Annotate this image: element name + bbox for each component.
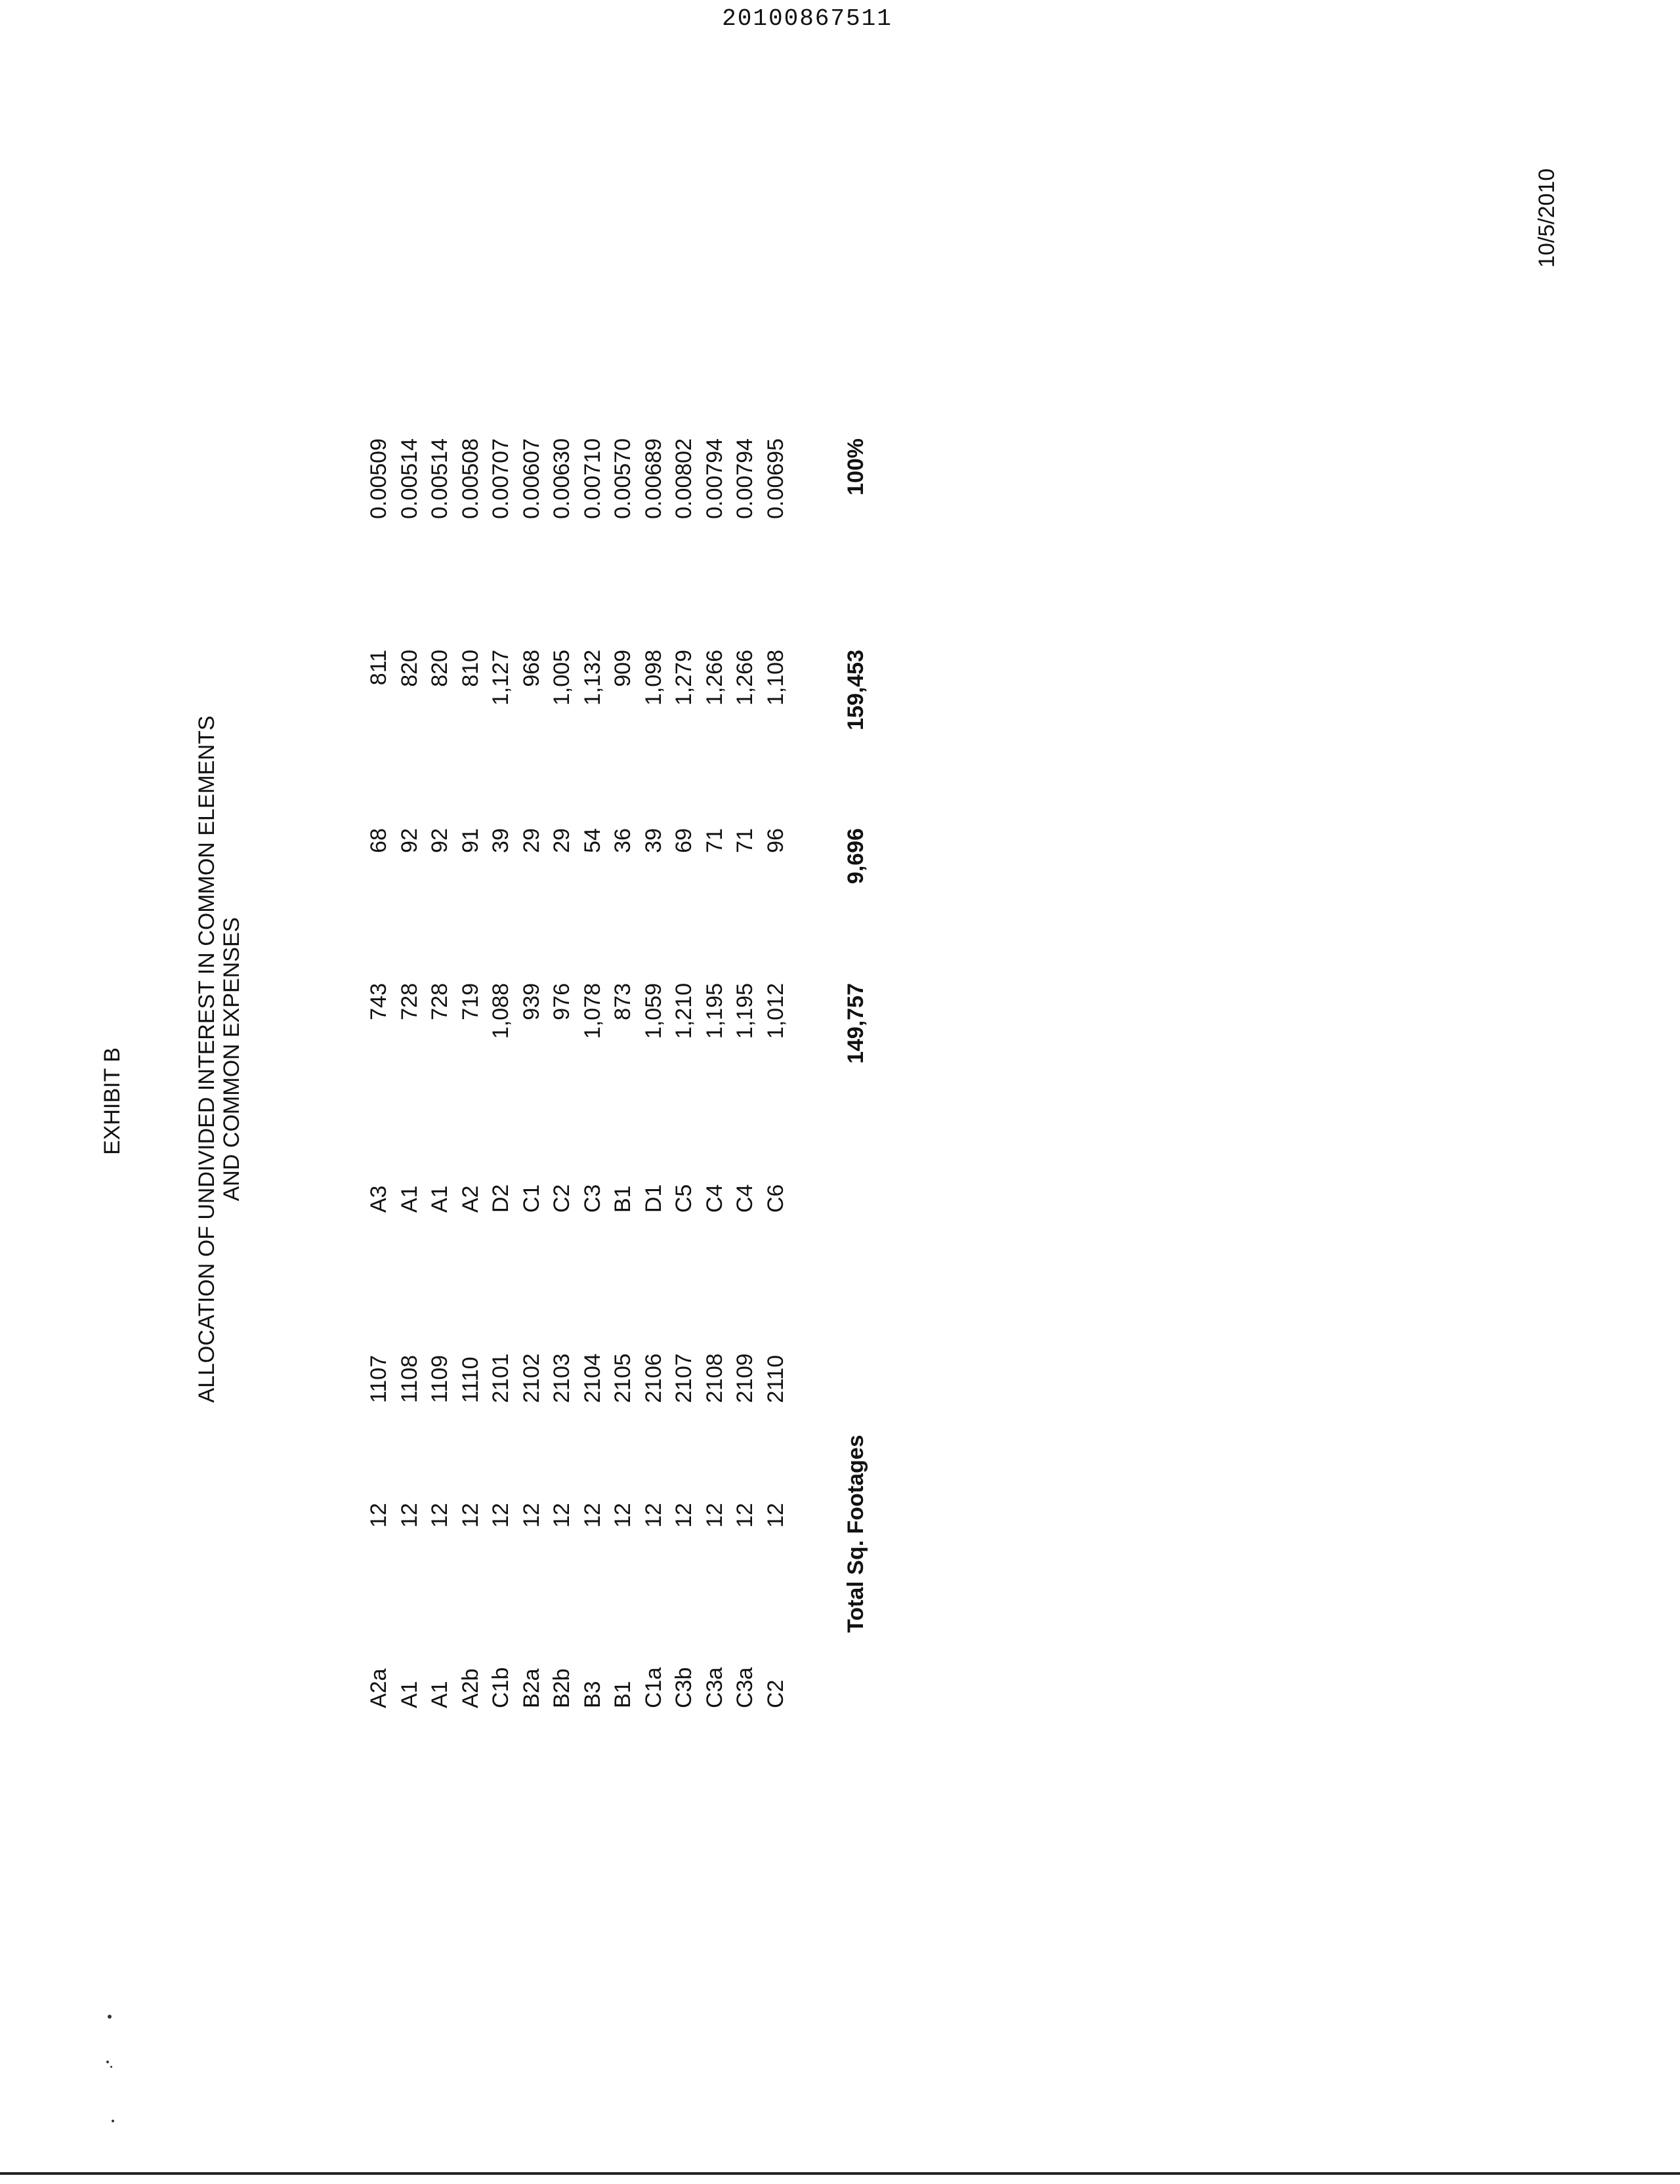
unit-type-cell: C1b <box>488 1667 513 1708</box>
plan-cell: C4 <box>732 1184 757 1213</box>
floor-cell: 12 <box>549 1503 574 1528</box>
extra-area-cell: 36 <box>610 828 635 853</box>
percentage-cell: 0.00509 <box>366 438 391 519</box>
percentage-cell: 0.00508 <box>457 438 483 519</box>
percentage-cell: 0.00695 <box>763 438 788 519</box>
unit-number-cell: 1110 <box>457 1356 483 1403</box>
total-area-cell: 1,005 <box>549 650 574 706</box>
interior-area-cell: 728 <box>427 983 452 1020</box>
table-row <box>364 0 393 2184</box>
unit-number-cell: 2102 <box>518 1353 544 1403</box>
table-title-line-1: ALLOCATION OF UNDIVIDED INTEREST IN COMMON ELEMENTS <box>194 715 219 1403</box>
floor-cell: 12 <box>579 1503 605 1528</box>
percentage-cell: 0.00607 <box>518 438 544 519</box>
table-row <box>578 0 607 2184</box>
percentage-cell: 0.00514 <box>427 438 452 519</box>
interior-area-cell: 1,088 <box>488 983 513 1040</box>
table-row <box>761 0 790 2184</box>
table-row <box>425 0 454 2184</box>
table-row <box>700 0 729 2184</box>
interior-area-cell: 1,210 <box>671 983 696 1040</box>
total-area-cell: 1,266 <box>732 650 757 706</box>
plan-cell: C2 <box>549 1184 574 1213</box>
total-area-cell: 1,132 <box>579 650 605 706</box>
unit-type-cell: A2b <box>457 1668 483 1708</box>
floor-cell: 12 <box>640 1503 666 1528</box>
table-title <box>194 600 244 1519</box>
percentage-cell: 0.00710 <box>579 438 605 519</box>
plan-cell: D1 <box>640 1184 666 1213</box>
unit-type-cell: A1 <box>427 1681 452 1708</box>
unit-number-cell: 1109 <box>427 1354 452 1403</box>
unit-number-cell: 2106 <box>640 1353 666 1403</box>
extra-area-cell: 71 <box>732 828 757 853</box>
unit-type-cell: C2 <box>763 1679 788 1708</box>
plan-cell: A1 <box>396 1185 422 1213</box>
total-area-cell: 1,098 <box>640 650 666 706</box>
unit-type-cell: A1 <box>396 1681 422 1708</box>
unit-type-cell: C3a <box>732 1667 757 1708</box>
percentage-cell: 0.00707 <box>488 438 513 519</box>
unit-type-cell: C3a <box>702 1667 727 1708</box>
plan-cell: A2 <box>457 1185 483 1213</box>
extra-area-cell: 92 <box>427 828 452 853</box>
extra-area-cell: 91 <box>457 828 483 853</box>
plan-cell: A3 <box>366 1185 391 1213</box>
extra-area-cell: 69 <box>671 828 696 853</box>
interior-area-cell: 1,059 <box>640 983 666 1040</box>
extra-area-cell: 71 <box>702 828 727 853</box>
table-row <box>517 0 546 2184</box>
unit-type-cell: C3b <box>671 1667 696 1708</box>
unit-number-cell: 2109 <box>732 1353 757 1403</box>
unit-type-cell: B3 <box>579 1681 605 1708</box>
unit-type-cell: B2b <box>549 1668 574 1708</box>
totals-area: 149,757 <box>843 983 868 1064</box>
interior-area-cell: 1,078 <box>579 983 605 1040</box>
plan-cell: A1 <box>427 1185 452 1213</box>
floor-cell: 12 <box>488 1503 513 1528</box>
totals-extra-area: 9,696 <box>843 828 868 885</box>
floor-cell: 12 <box>427 1503 452 1528</box>
extra-area-cell: 96 <box>763 828 788 853</box>
extra-area-cell: 68 <box>366 828 391 853</box>
interior-area-cell: 1,195 <box>732 983 757 1040</box>
total-area-cell: 1,279 <box>671 650 696 706</box>
unit-number-cell: 2103 <box>549 1353 574 1403</box>
table-row <box>669 0 698 2184</box>
total-area-cell: 1,108 <box>763 650 788 706</box>
interior-area-cell: 1,195 <box>702 983 727 1040</box>
unit-number-cell: 2104 <box>579 1353 605 1403</box>
table-title-line-2: AND COMMON EXPENSES <box>219 917 244 1202</box>
floor-cell: 12 <box>702 1503 727 1528</box>
interior-area-cell: 873 <box>610 983 635 1020</box>
bottom-rule <box>0 2172 1680 2175</box>
unit-type-cell: B2a <box>518 1668 544 1708</box>
interior-area-cell: 743 <box>366 983 391 1020</box>
percentage-cell: 0.00689 <box>640 438 666 519</box>
totals-row <box>841 0 870 2184</box>
floor-cell: 12 <box>396 1503 422 1528</box>
floor-cell: 12 <box>763 1503 788 1528</box>
percentage-cell: 0.00570 <box>610 438 635 519</box>
document-date: 10/5/2010 <box>1534 168 1559 268</box>
plan-cell: C5 <box>671 1184 696 1213</box>
total-area-cell: 811 <box>366 650 391 686</box>
table-row <box>486 0 515 2184</box>
plan-cell: D2 <box>488 1184 513 1213</box>
unit-number-cell: 2110 <box>763 1354 788 1403</box>
plan-cell: B1 <box>610 1185 635 1213</box>
floor-cell: 12 <box>671 1503 696 1528</box>
interior-area-cell: 976 <box>549 983 574 1020</box>
table-row <box>547 0 576 2184</box>
total-area-cell: 1,266 <box>702 650 727 706</box>
plan-cell: C1 <box>518 1184 544 1213</box>
total-area-cell: 909 <box>610 650 635 687</box>
table-row <box>456 0 485 2184</box>
floor-cell: 12 <box>732 1503 757 1528</box>
percentage-cell: 0.00802 <box>671 438 696 519</box>
percentage-cell: 0.00794 <box>732 438 757 519</box>
interior-area-cell: 728 <box>396 983 422 1020</box>
total-area-cell: 810 <box>457 650 483 687</box>
unit-type-cell: C1a <box>640 1667 666 1708</box>
percentage-cell: 0.00794 <box>702 438 727 519</box>
interior-area-cell: 939 <box>518 983 544 1020</box>
extra-area-cell: 39 <box>640 828 666 853</box>
document-number: 20100867511 <box>722 5 892 32</box>
percentage-cell: 0.00514 <box>396 438 422 519</box>
exhibit-title: EXHIBIT B <box>100 1047 125 1155</box>
percentage-cell: 0.00630 <box>549 438 574 519</box>
extra-area-cell: 39 <box>488 828 513 853</box>
floor-cell: 12 <box>518 1503 544 1528</box>
floor-cell: 12 <box>610 1503 635 1528</box>
total-area-cell: 1,127 <box>488 650 513 706</box>
unit-number-cell: 2105 <box>610 1353 635 1403</box>
extra-area-cell: 29 <box>549 828 574 853</box>
total-area-cell: 820 <box>396 650 422 687</box>
totals-label: Total Sq. Footages <box>843 1435 868 1633</box>
table-row <box>730 0 759 2184</box>
unit-type-cell: B1 <box>610 1681 635 1708</box>
unit-number-cell: 1107 <box>366 1354 391 1403</box>
extra-area-cell: 54 <box>579 828 605 853</box>
unit-type-cell: A2a <box>366 1668 391 1708</box>
interior-area-cell: 1,012 <box>763 983 788 1040</box>
total-area-cell: 968 <box>518 650 544 687</box>
floor-cell: 12 <box>457 1503 483 1528</box>
floor-cell: 12 <box>366 1503 391 1528</box>
unit-number-cell: 2108 <box>702 1353 727 1403</box>
unit-number-cell: 2107 <box>671 1353 696 1403</box>
plan-cell: C6 <box>763 1184 788 1213</box>
plan-cell: C4 <box>702 1184 727 1213</box>
interior-area-cell: 719 <box>457 983 483 1020</box>
extra-area-cell: 29 <box>518 828 544 853</box>
table-row <box>395 0 424 2184</box>
totals-total-area: 159,453 <box>843 650 868 730</box>
extra-area-cell: 92 <box>396 828 422 853</box>
margin-specks <box>105 2015 131 2133</box>
plan-cell: C3 <box>579 1184 605 1213</box>
unit-number-cell: 2101 <box>488 1353 513 1403</box>
totals-share: 100% <box>843 438 868 495</box>
table-row <box>608 0 637 2184</box>
unit-number-cell: 1108 <box>396 1354 422 1403</box>
table-row <box>639 0 668 2184</box>
total-area-cell: 820 <box>427 650 452 687</box>
